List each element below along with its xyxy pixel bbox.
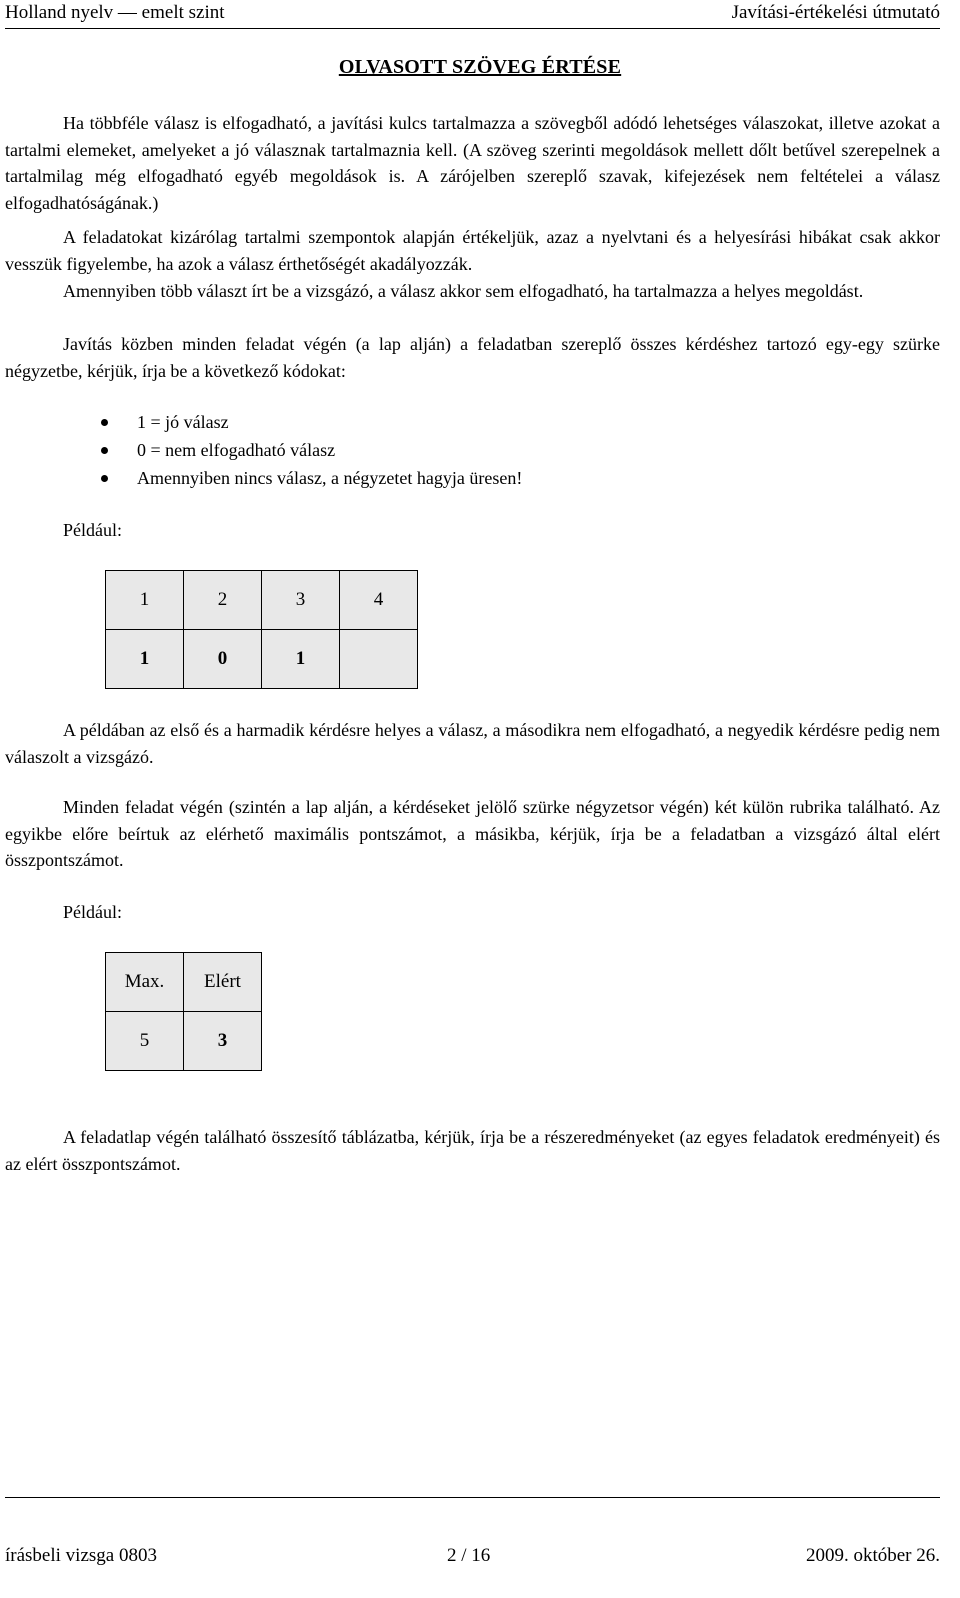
table-cell: 3: [262, 571, 340, 630]
section-title: OLVASOTT SZÖVEG ÉRTÉSE: [338, 56, 622, 78]
table-cell: 3: [184, 1012, 262, 1071]
page-footer: [5, 1497, 940, 1598]
code-list: [95, 408, 522, 492]
intro-paragraph: Ha többféle válasz is elfogadható, a javítási kulcs tartalmazza a szövegből adódó lehetséges válaszokat, illetve azokat a tartalmi elemeket, amelyeket a jó válasznak tartalmaznia kell. (A szöveg szerinti megoldások mellett dőlt betűvel szerepelnek a tartalmilag még elfogadható egyéb megoldások is. A zárójelben szereplő szavak, kifejezések nem feltételei a válasz elfogadhatóságának.): [5, 113, 940, 213]
footer-exam-code: írásbeli vizsga 0803: [5, 1545, 157, 1566]
header-document-type: Javítási-értékelési útmutató: [731, 2, 940, 23]
list-item: Amennyiben nincs válasz, a négyzetet hagyja üresen!: [95, 464, 522, 492]
table-cell: 1: [106, 571, 184, 630]
example-label: Például:: [63, 902, 122, 922]
bullet-icon: [101, 447, 108, 454]
summary-paragraph: A feladatlap végén található összesítő táblázatba, kérjük, írja be a részeredményeket (az egyes feladatok eredményeit) és az elért összpontszámot.: [5, 1127, 940, 1174]
example-explanation-paragraph: A példában az első és a harmadik kérdésre helyes a válasz, a másodikra nem elfogadható, a negyedik kérdésre pedig nem válaszolt a vizsgázó.: [5, 720, 940, 767]
table-cell: 0: [184, 630, 262, 689]
header-subject: Holland nyelv — emelt szint: [5, 2, 225, 23]
table-cell: 4: [340, 571, 418, 630]
bullet-icon: [101, 419, 108, 426]
table-cell: 1: [262, 630, 340, 689]
table-row: [106, 953, 262, 1012]
table-row: [106, 1012, 262, 1071]
footer-page-number: 2 / 16: [447, 1545, 491, 1566]
example-answer-table: [105, 570, 418, 689]
example-score-table: [105, 952, 262, 1071]
example-label: Például:: [63, 520, 122, 540]
rubrics-paragraph: Minden feladat végén (szintén a lap alján, a kérdéseket jelölő szürke négyzetsor végén) két külön rubrika található. Az egyikbe előre beírtuk az elérhető maximális pontszámot, a másikba, kérjük, írja be a feladatban a vizsgázó által elért összpontszámot.: [5, 797, 940, 870]
table-cell: Elért: [184, 953, 262, 1012]
table-cell: 1: [106, 630, 184, 689]
codes-paragraph: Javítás közben minden feladat végén (a lap alján) a feladatban szereplő összes kérdéshez tartozó egy-egy szürke négyzetbe, kérjük, írja be a következő kódokat:: [5, 334, 940, 381]
table-row: [106, 571, 418, 630]
table-cell: 2: [184, 571, 262, 630]
evaluation-paragraph: A feladatokat kizárólag tartalmi szempontok alapján értékeljük, azaz a nyelvtani és a helyesírási hibákat csak akkor vesszük figyelembe, ha azok a válasz érthetőségét akadályozzák.: [5, 227, 940, 274]
table-row: [106, 630, 418, 689]
multiple-answers-paragraph: Amennyiben több választ írt be a vizsgázó, a válasz akkor sem elfogadható, ha tartalmazza a helyes megoldást.: [63, 281, 864, 301]
list-item: 0 = nem elfogadható válasz: [95, 436, 522, 464]
footer-date: 2009. október 26.: [805, 1545, 940, 1566]
table-cell: [340, 630, 418, 689]
list-item: 1 = jó válasz: [95, 408, 522, 436]
table-cell: Max.: [106, 953, 184, 1012]
page-header: [5, 0, 940, 29]
bullet-icon: [101, 475, 108, 482]
table-cell: 5: [106, 1012, 184, 1071]
